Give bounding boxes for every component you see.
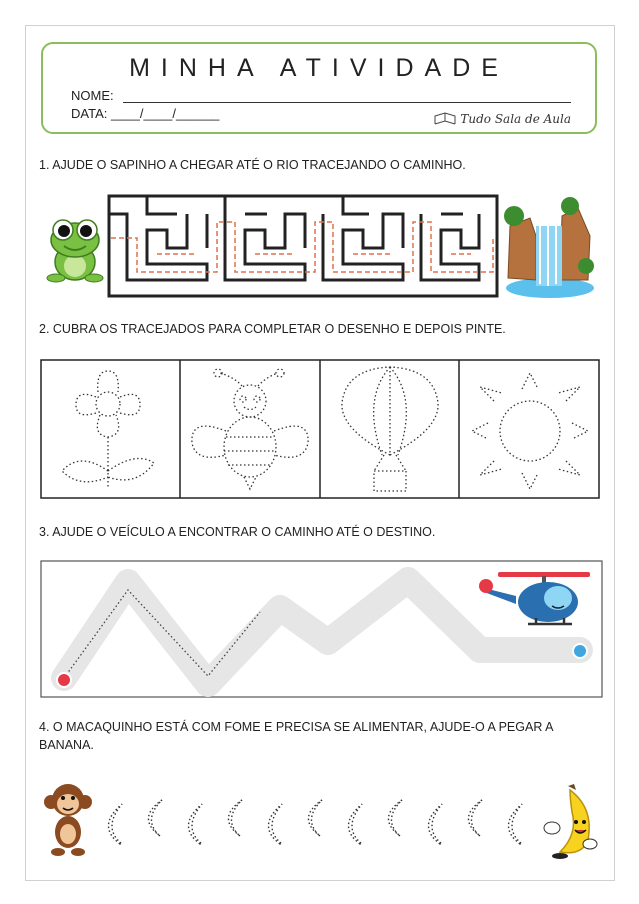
name-label: NOME: bbox=[71, 88, 114, 103]
banana-illustration bbox=[538, 782, 598, 860]
brand-text: Tudo Sala de Aula bbox=[460, 112, 571, 126]
activity-1-instruction: 1. AJUDE O SAPINHO A CHEGAR ATÉ O RIO TRACEJANDO O CAMINHO. bbox=[39, 158, 466, 172]
drawing-grid bbox=[40, 359, 600, 499]
maze[interactable] bbox=[107, 194, 499, 298]
dotted-sun-drawing[interactable] bbox=[472, 373, 588, 489]
dotted-hot-air-balloon-drawing[interactable] bbox=[342, 367, 438, 491]
worksheet-header bbox=[41, 42, 597, 134]
page-title: MINHA ATIVIDADE bbox=[129, 54, 509, 82]
activity-2-instruction: 2. CUBRA OS TRACEJADOS PARA COMPLETAR O DESENHO E DEPOIS PINTE. bbox=[39, 322, 506, 336]
monkey-illustration bbox=[44, 782, 92, 858]
brand-logo bbox=[434, 112, 571, 126]
destination-dot bbox=[573, 644, 587, 658]
book-icon bbox=[434, 112, 456, 126]
dotted-flower-drawing[interactable] bbox=[62, 371, 154, 489]
frog-illustration bbox=[46, 210, 104, 284]
date-field[interactable]: DATA: ____/____/______ bbox=[71, 106, 220, 121]
dotted-bee-drawing[interactable] bbox=[192, 369, 308, 489]
name-field[interactable] bbox=[123, 102, 571, 103]
helicopter-illustration bbox=[482, 568, 592, 634]
activity-4-instruction: 4. O MACAQUINHO ESTÁ COM FOME E PRECISA SE ALIMENTAR, AJUDE-O A PEGAR A BANANA. bbox=[39, 720, 553, 752]
start-dot bbox=[57, 673, 71, 687]
activity-3-instruction: 3. AJUDE O VEÍCULO A ENCONTRAR O CAMINHO ATÉ O DESTINO. bbox=[39, 525, 436, 539]
river-waterfall-illustration bbox=[500, 196, 596, 300]
dotted-arc-path[interactable] bbox=[92, 796, 542, 850]
